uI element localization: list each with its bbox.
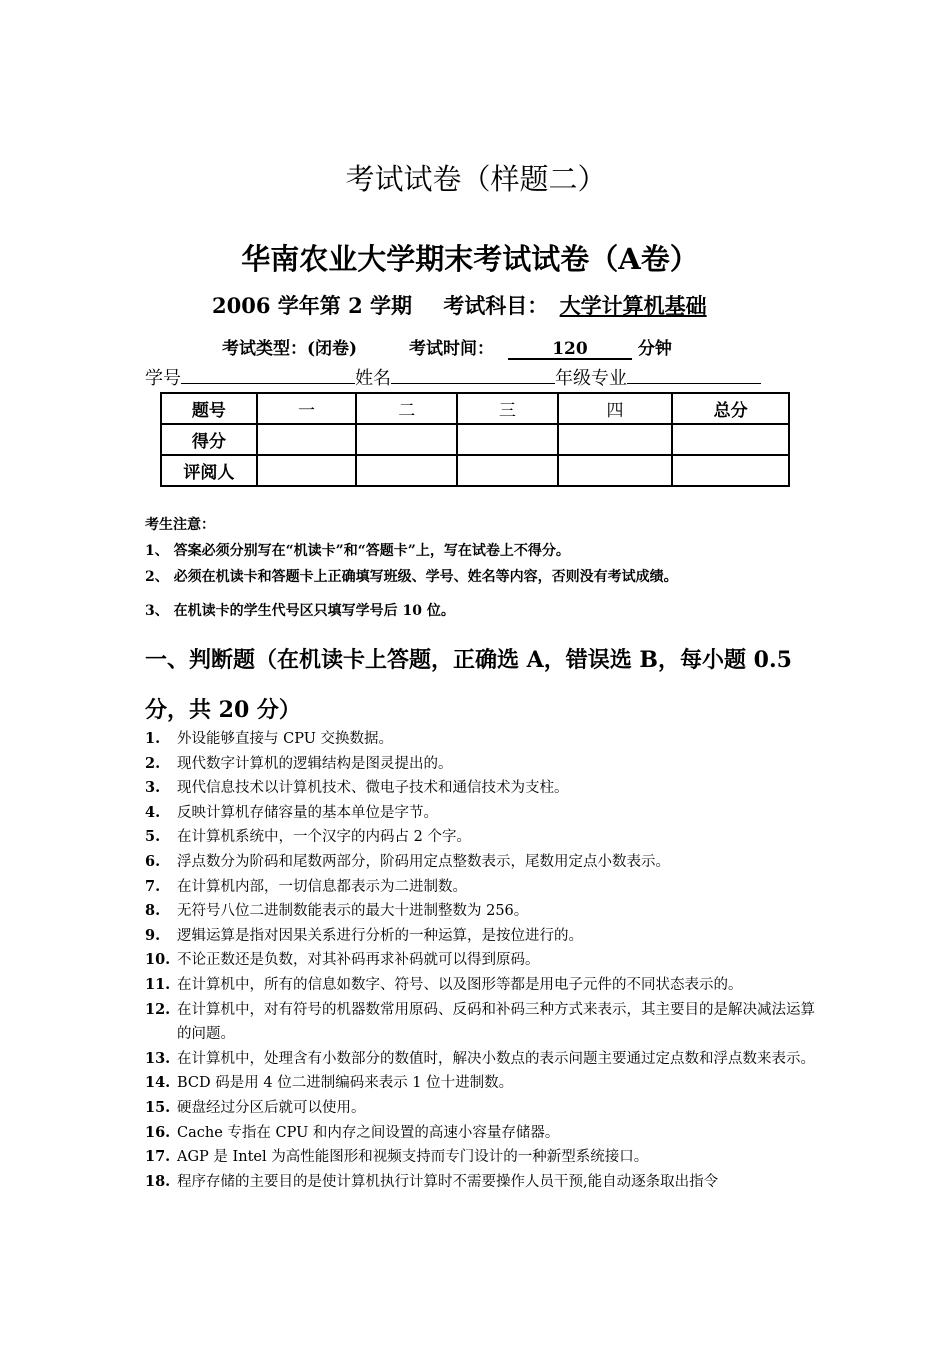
question-list [145, 727, 825, 1194]
question-number: 18. [145, 1172, 171, 1190]
question-item [145, 973, 825, 998]
score-cell[interactable] [257, 424, 357, 455]
question-text: 现代信息技术以计算机技术、微电子技术和通信技术为支柱。 [177, 780, 569, 797]
question-item [145, 776, 825, 801]
exam-type-line [222, 334, 672, 360]
question-item [145, 752, 825, 777]
question-text: 不论正数还是负数，对其补码再求补码就可以得到原码。 [177, 952, 540, 969]
question-number: 8. [145, 902, 161, 920]
reviewer-cell[interactable] [672, 455, 789, 486]
question-item [145, 727, 825, 752]
reviewer-cell[interactable] [257, 455, 357, 486]
question-number: 3. [145, 779, 161, 797]
score-row [161, 424, 789, 455]
question-item [145, 875, 825, 900]
question-text: 无符号八位二进制数能表示的最大十进制整数为 256。 [177, 903, 529, 920]
row-label: 得分 [161, 424, 257, 455]
question-number: 12. [145, 1000, 171, 1018]
major-label: 年级专业 [555, 368, 627, 389]
question-item [145, 801, 825, 826]
question-number: 2. [145, 754, 161, 772]
subject-label: 考试科目： [443, 293, 549, 318]
section-title: 一、判断题（在机读卡上答题，正确选 A，错误选 B，每小题 0.5 分，共 20 分） [145, 647, 792, 723]
question-item [145, 924, 825, 949]
document-title: 考试试卷（样题二） [345, 162, 607, 196]
score-header-row [161, 393, 789, 424]
question-number: 1. [145, 730, 161, 747]
note-item: 3、 在机读卡的学生代号区只填写学号后 10 位。 [145, 603, 455, 619]
reviewer-cell[interactable] [558, 455, 673, 486]
exam-time-label: 考试时间： [409, 339, 495, 359]
question-number: 7. [145, 877, 161, 895]
reviewer-row [161, 455, 789, 486]
question-text: 现代数字计算机的逻辑结构是图灵提出的。 [177, 755, 453, 772]
question-number: 13. [145, 1049, 171, 1067]
question-number: 9. [145, 926, 161, 944]
question-item [145, 1170, 825, 1195]
score-cell[interactable] [558, 424, 673, 455]
question-number: 10. [145, 951, 171, 969]
question-item [145, 1047, 825, 1072]
question-number: 16. [145, 1123, 171, 1141]
student-id-label: 学号 [145, 368, 181, 389]
header-cell: 三 [457, 393, 558, 424]
question-text: 程序存储的主要目的是使计算机执行计算时不需要操作人员干预,能自动逐条取出指令 [177, 1173, 719, 1190]
header-cell: 二 [356, 393, 457, 424]
note-item: 2、 必须在机读卡和答题卡上正确填写班级、学号、姓名等内容，否则没有考试成绩。 [145, 569, 678, 585]
question-text: 反映计算机存储容量的基本单位是字节。 [177, 804, 438, 821]
student-info-line [145, 364, 761, 390]
question-text: 外设能够直接与 CPU 交换数据。 [177, 731, 394, 747]
question-item [145, 1145, 825, 1170]
question-item [145, 899, 825, 924]
note-item: 1、 答案必须分别写在“机读卡”和“答题卡”上，写在试卷上不得分。 [145, 543, 570, 559]
question-item [145, 1121, 825, 1146]
header-cell: 四 [558, 393, 673, 424]
score-cell[interactable] [672, 424, 789, 455]
score-cell[interactable] [356, 424, 457, 455]
question-item [145, 850, 825, 875]
score-table [160, 392, 790, 487]
term-text: 2006 学年第 2 学期 [212, 293, 412, 318]
question-item [145, 1096, 825, 1121]
score-cell[interactable] [457, 424, 558, 455]
question-text: 在计算机中，所有的信息如数字、符号、以及图形等都是用电子元件的不同状态表示的。 [177, 976, 743, 993]
row-label: 评阅人 [161, 455, 257, 486]
question-number: 11. [145, 975, 171, 993]
exam-notes [145, 514, 678, 626]
question-item [145, 1071, 825, 1096]
exam-title: 华南农业大学期末考试试卷（A卷） [241, 242, 699, 276]
exam-time-value: 120 [508, 340, 632, 360]
notes-title: 考生注意： [145, 517, 215, 533]
header-cell: 一 [257, 393, 357, 424]
question-text: 在计算机系统中，一个汉字的内码占 2 个字。 [177, 829, 471, 846]
question-text: 硬盘经过分区后就可以使用。 [177, 1099, 366, 1116]
question-item [145, 948, 825, 973]
student-name-field[interactable] [391, 365, 555, 384]
question-number: 6. [145, 852, 161, 870]
reviewer-cell[interactable] [457, 455, 558, 486]
term-line [212, 290, 707, 320]
question-number: 5. [145, 828, 161, 846]
question-text: BCD 码是用 4 位二进制编码来表示 1 位十进制数。 [177, 1075, 514, 1092]
student-id-field[interactable] [181, 365, 355, 384]
student-name-label: 姓名 [355, 368, 391, 389]
question-number: 4. [145, 803, 161, 821]
question-text: 在计算机中，对有符号的机器数常用原码、反码和补码三种方式来表示，其主要目的是解决减法运算的问题。 [177, 1001, 815, 1043]
question-text: 浮点数分为阶码和尾数两部分，阶码用定点整数表示，尾数用定点小数表示。 [177, 853, 670, 870]
question-number: 14. [145, 1074, 171, 1092]
question-text: 逻辑运算是指对因果关系进行分析的一种运算，是按位进行的。 [177, 927, 583, 944]
question-text: AGP 是 Intel 为高性能图形和视频支持而专门设计的一种新型系统接口。 [177, 1149, 649, 1166]
subject-name: 大学计算机基础 [559, 293, 707, 318]
question-item [145, 825, 825, 850]
question-number: 17. [145, 1148, 171, 1166]
question-text: 在计算机中，处理含有小数部分的数值时，解决小数点的表示问题主要通过定点数和浮点数来表示。 [177, 1050, 815, 1067]
exam-time-unit: 分钟 [637, 339, 672, 359]
exam-type: 考试类型：(闭卷) [222, 339, 358, 359]
question-number: 15. [145, 1098, 171, 1116]
header-cell: 题号 [161, 393, 257, 424]
header-cell: 总分 [672, 393, 789, 424]
question-item [145, 998, 825, 1047]
question-text: 在计算机内部，一切信息都表示为二进制数。 [177, 878, 467, 895]
reviewer-cell[interactable] [356, 455, 457, 486]
question-text: Cache 专指在 CPU 和内存之间设置的高速小容量存储器。 [177, 1124, 560, 1141]
major-field[interactable] [627, 365, 761, 384]
